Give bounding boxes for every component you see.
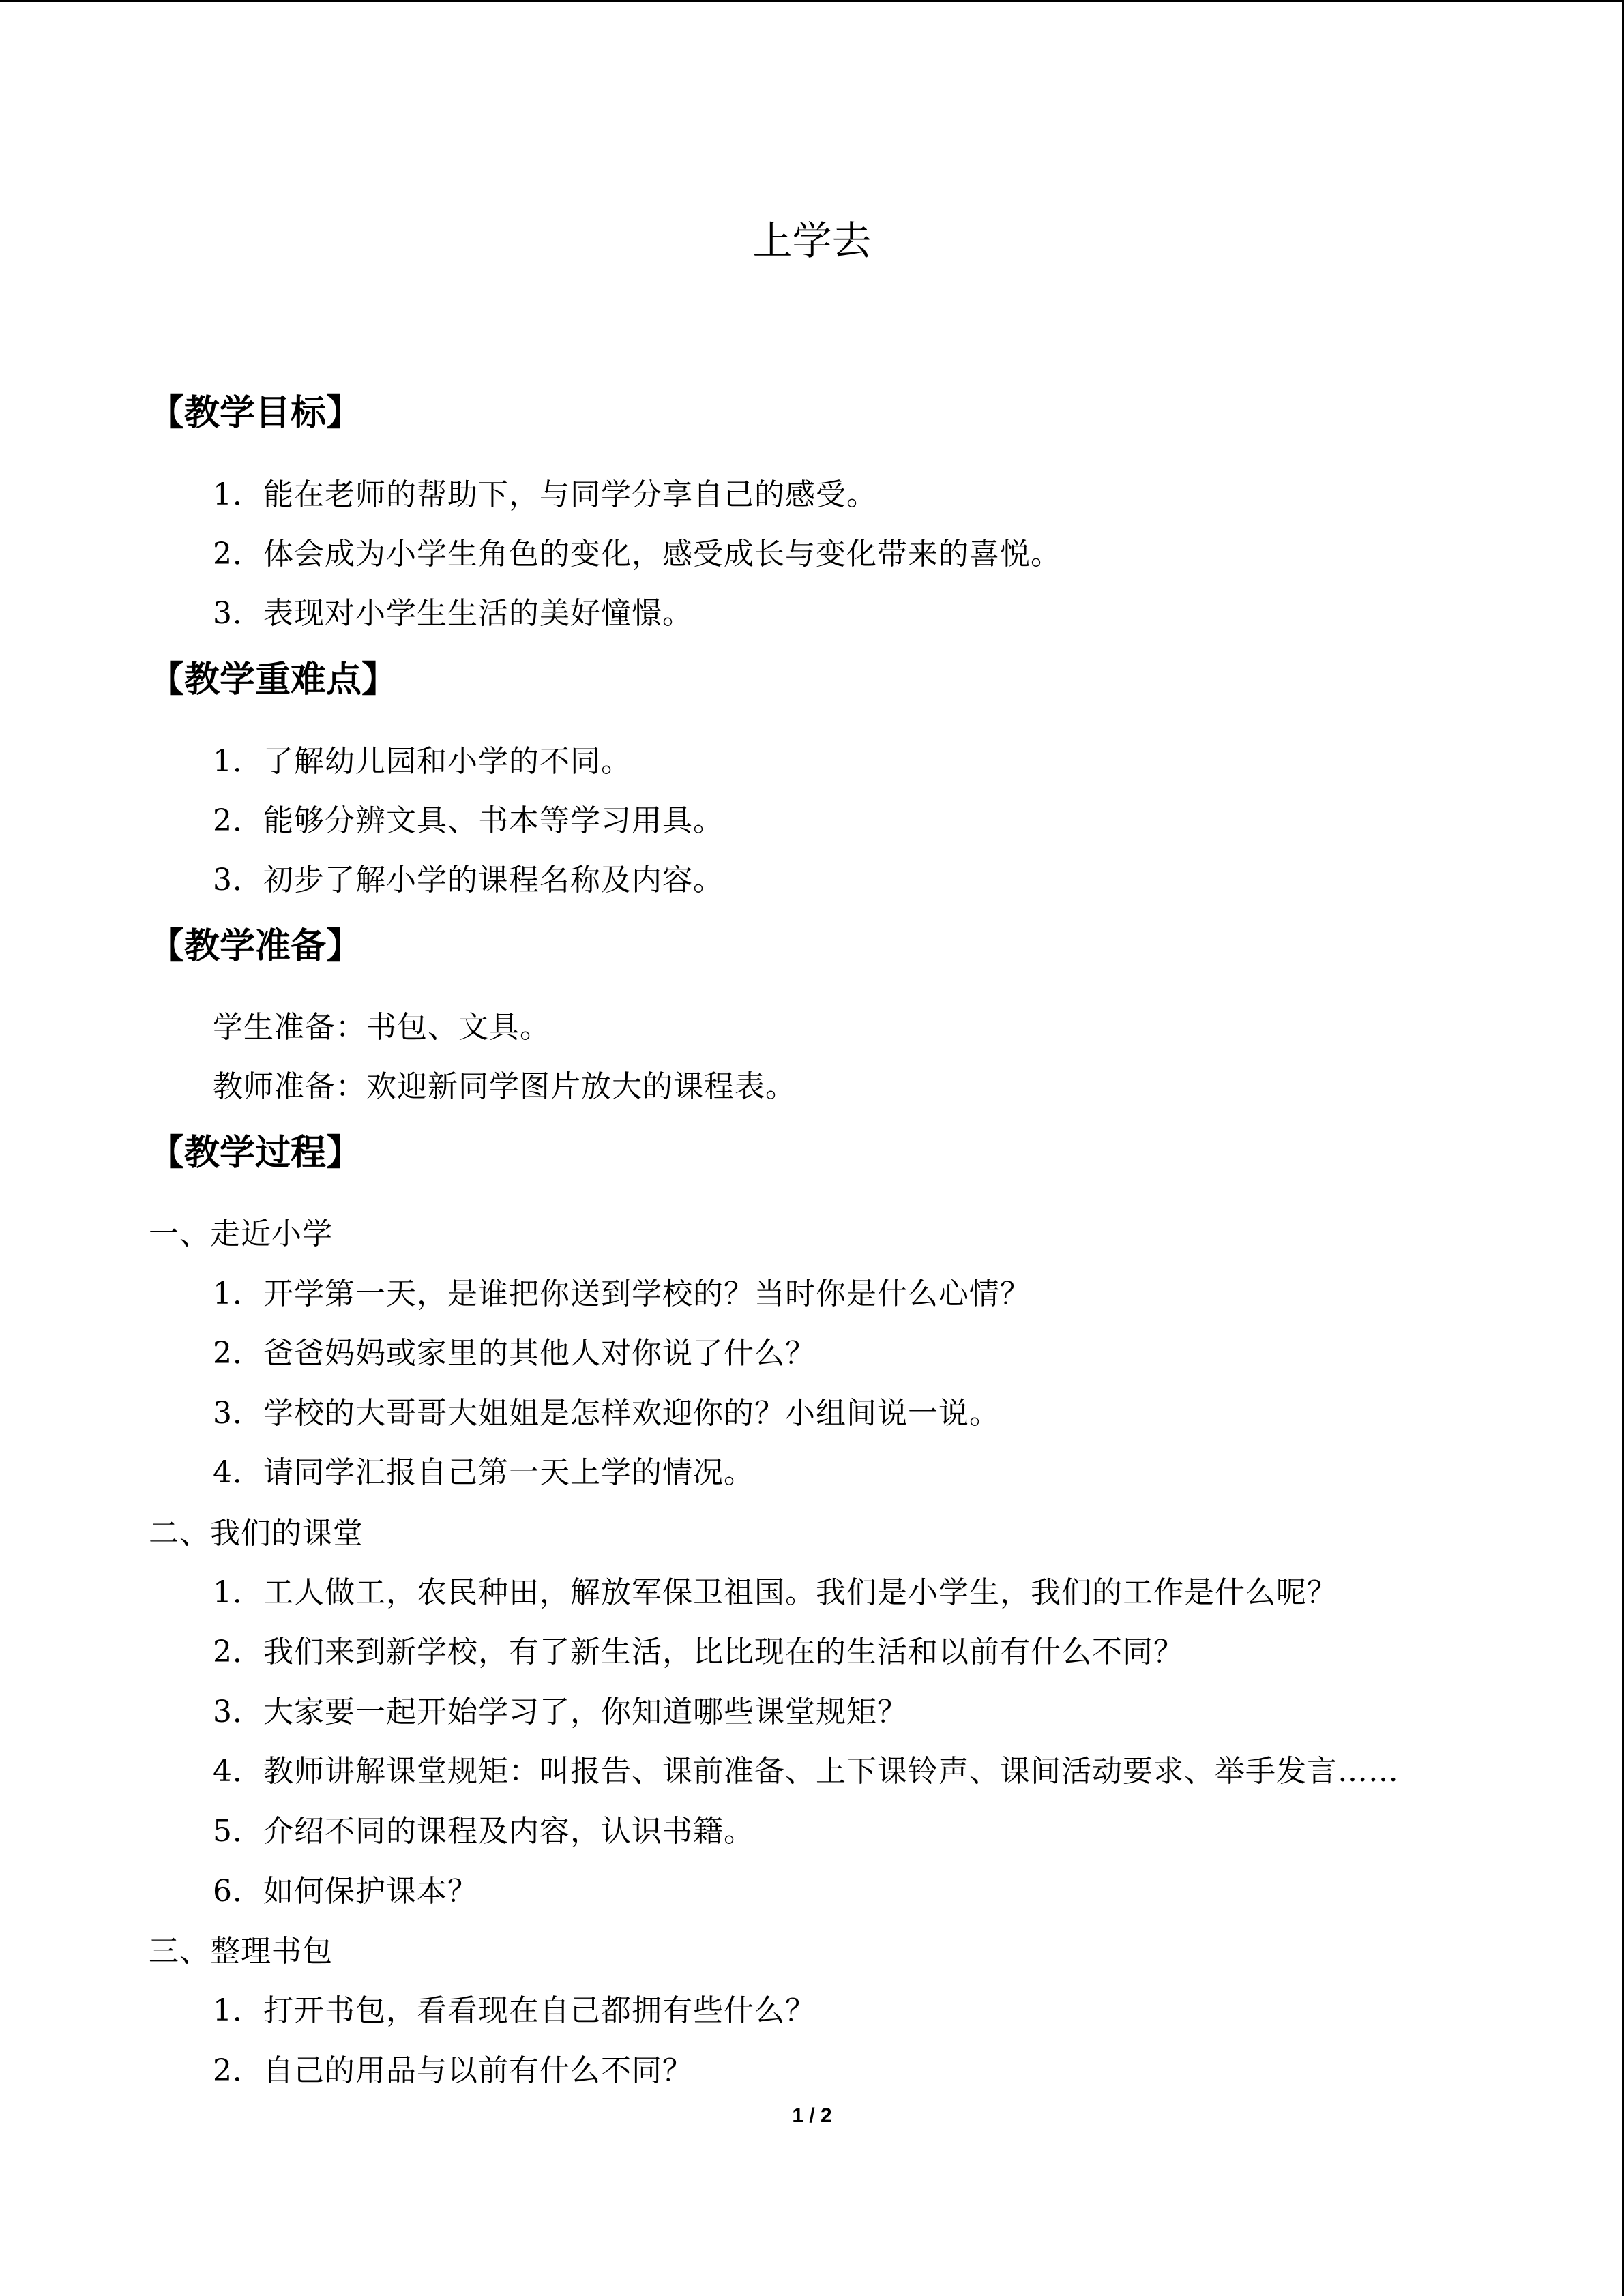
- process-item: 4．教师讲解课堂规矩：叫报告、课前准备、上下课铃声、课间活动要求、举手发言……: [213, 1754, 1399, 1789]
- process-item: 3．大家要一起开始学习了，你知道哪些课堂规矩？: [213, 1695, 908, 1729]
- key-point-item: 2．能够分辨文具、书本等学习用具。: [213, 803, 724, 838]
- process-section-title: 一、走近小学: [149, 1217, 333, 1251]
- process-item: 1．开学第一天，是谁把你送到学校的？当时你是什么心情？: [213, 1277, 1031, 1311]
- objective-item: 2．体会成为小学生角色的变化，感受成长与变化带来的喜悦。: [213, 537, 1061, 571]
- objective-item: 3．表现对小学生生活的美好憧憬。: [213, 596, 693, 631]
- process-item: 1．打开书包，看看现在自己都拥有些什么？: [213, 1993, 816, 2028]
- process-item: 6．如何保护课本？: [213, 1874, 478, 1909]
- section-heading-preparation: 【教学准备】: [149, 926, 362, 967]
- page-border-top: [0, 0, 1624, 2]
- section-heading-process: 【教学过程】: [149, 1133, 362, 1174]
- process-item: 4．请同学汇报自己第一天上学的情况。: [213, 1455, 754, 1490]
- section-heading-objectives: 【教学目标】: [149, 393, 362, 434]
- objective-item: 1．能在老师的帮助下，与同学分享自己的感受。: [213, 477, 877, 512]
- process-item: 3．学校的大哥哥大姐姐是怎样欢迎你的？小组间说一说。: [213, 1396, 1000, 1431]
- preparation-item: 教师准备：欢迎新同学图片放大的课程表。: [213, 1069, 796, 1104]
- process-section-title: 三、整理书包: [149, 1934, 333, 1969]
- preparation-item: 学生准备：书包、文具。: [213, 1010, 550, 1045]
- process-item: 1．工人做工，农民种田，解放军保卫祖国。我们是小学生，我们的工作是什么呢？: [213, 1575, 1338, 1610]
- process-item: 2．我们来到新学校，有了新生活，比比现在的生活和以前有什么不同？: [213, 1635, 1184, 1669]
- process-section-title: 二、我们的课堂: [149, 1516, 364, 1551]
- key-point-item: 1．了解幼儿园和小学的不同。: [213, 744, 632, 779]
- process-item: 5．介绍不同的课程及内容，认识书籍。: [213, 1814, 754, 1849]
- page-number: 1 / 2: [792, 2104, 832, 2127]
- document-title: 上学去: [752, 218, 872, 264]
- key-point-item: 3．初步了解小学的课程名称及内容。: [213, 863, 724, 897]
- process-item: 2．爸爸妈妈或家里的其他人对你说了什么？: [213, 1336, 816, 1371]
- section-heading-key-points: 【教学重难点】: [149, 659, 398, 700]
- process-item: 2．自己的用品与以前有什么不同？: [213, 2053, 693, 2088]
